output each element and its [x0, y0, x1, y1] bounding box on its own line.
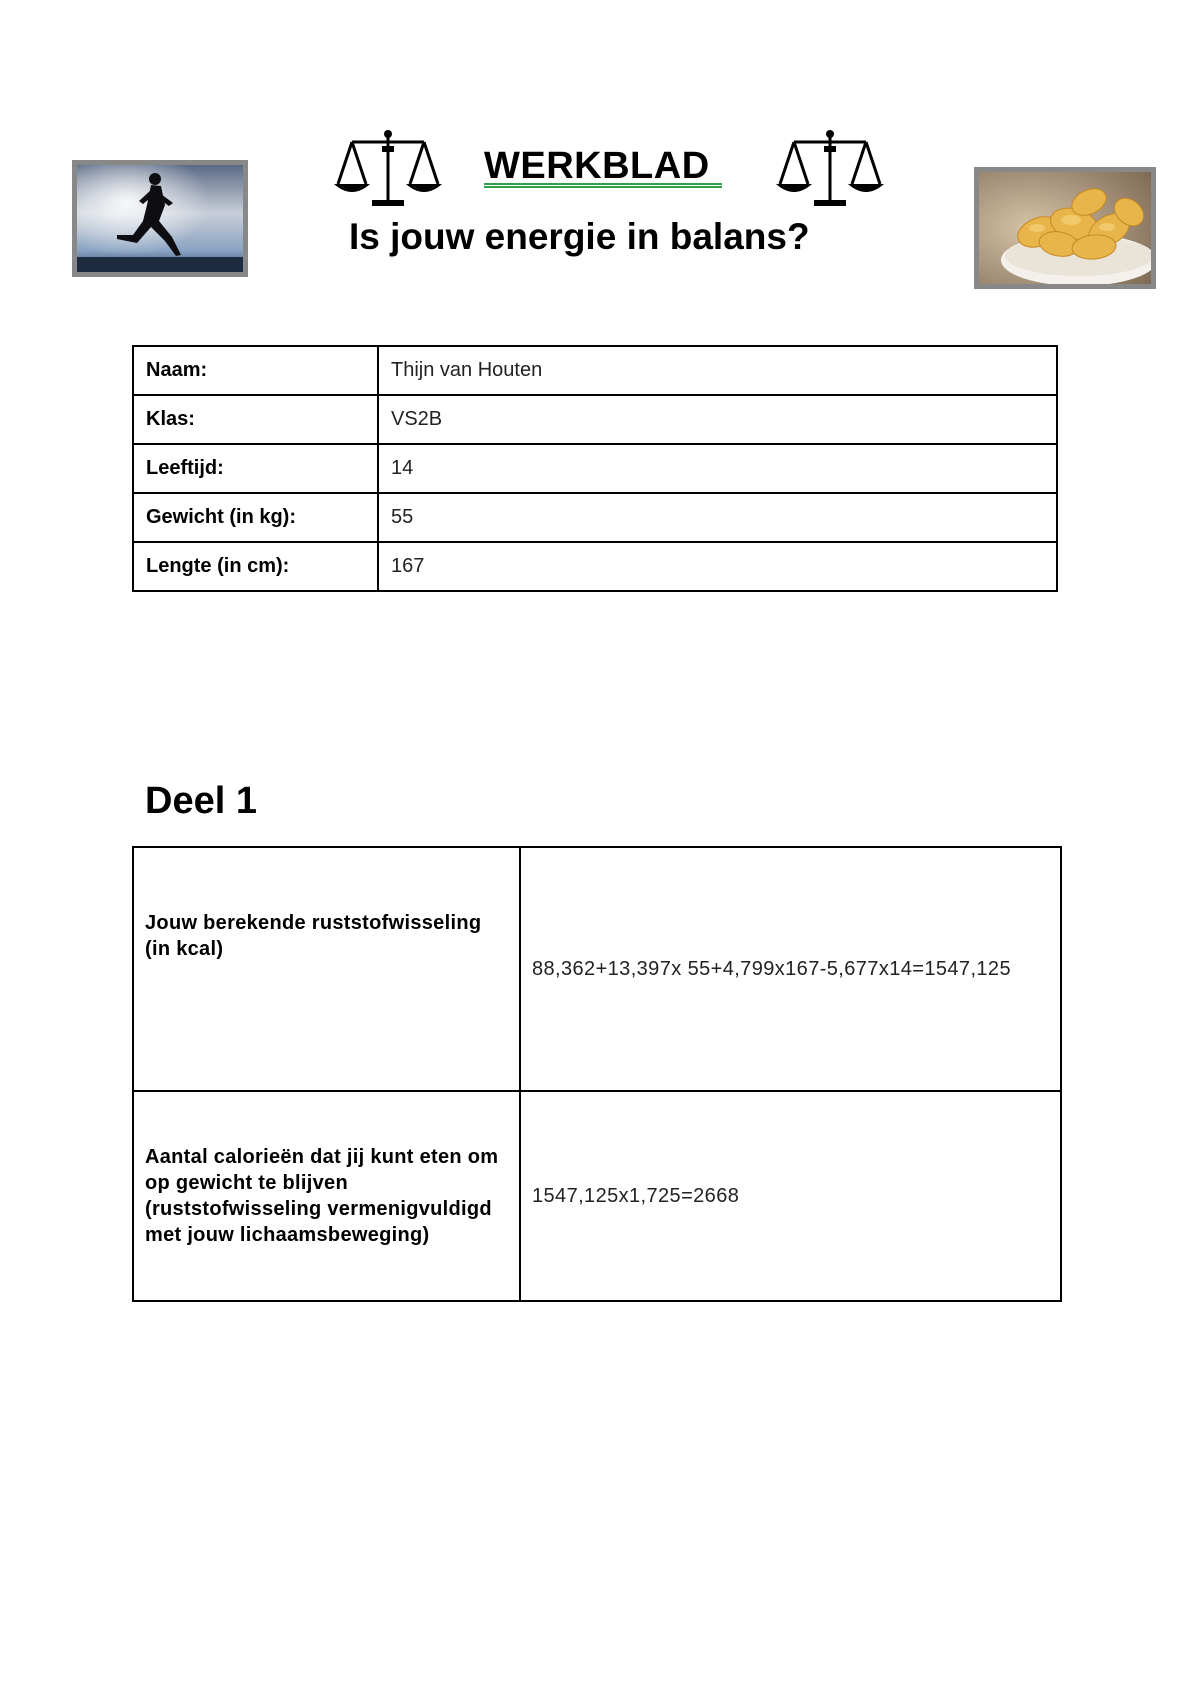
calories-label: Aantal calorieën dat jij kunt eten om op gewicht te blijven (ruststofwisseling vermenigvuldigd met jouw lichaamsbeweging): [133, 1091, 520, 1301]
bmr-value[interactable]: 88,362+13,397x 55+4,799x167-5,677x14=1547,125: [520, 847, 1061, 1091]
title-underline: [484, 183, 722, 188]
bmr-label: Jouw berekende ruststofwisseling (in kcal): [133, 847, 520, 1091]
runner-photo: [72, 160, 248, 277]
table-row: [133, 493, 1057, 542]
table-row: [133, 444, 1057, 493]
page-subtitle: Is jouw energie in balans?: [349, 216, 810, 257]
table-row: [133, 395, 1057, 444]
table-row: [133, 346, 1057, 395]
height-label: Lengte (in cm):: [133, 542, 378, 591]
calculation-table: [132, 846, 1062, 1302]
name-label: Naam:: [133, 346, 378, 395]
chips-photo: [974, 167, 1156, 289]
weight-label: Gewicht (in kg):: [133, 493, 378, 542]
weight-value[interactable]: 55: [378, 493, 1057, 542]
balance-scale-icon: [774, 128, 886, 212]
personal-info-table: [132, 345, 1058, 592]
calories-value[interactable]: 1547,125x1,725=2668: [520, 1091, 1061, 1301]
balance-scale-icon: [332, 128, 444, 212]
table-row: [133, 542, 1057, 591]
page-title: WERKBLAD: [484, 145, 710, 187]
class-value[interactable]: VS2B: [378, 395, 1057, 444]
height-value[interactable]: 167: [378, 542, 1057, 591]
table-row: [133, 1091, 1061, 1301]
name-value[interactable]: Thijn van Houten: [378, 346, 1057, 395]
age-label: Leeftijd:: [133, 444, 378, 493]
table-row: [133, 847, 1061, 1091]
section-heading: Deel 1: [145, 780, 257, 822]
class-label: Klas:: [133, 395, 378, 444]
age-value[interactable]: 14: [378, 444, 1057, 493]
